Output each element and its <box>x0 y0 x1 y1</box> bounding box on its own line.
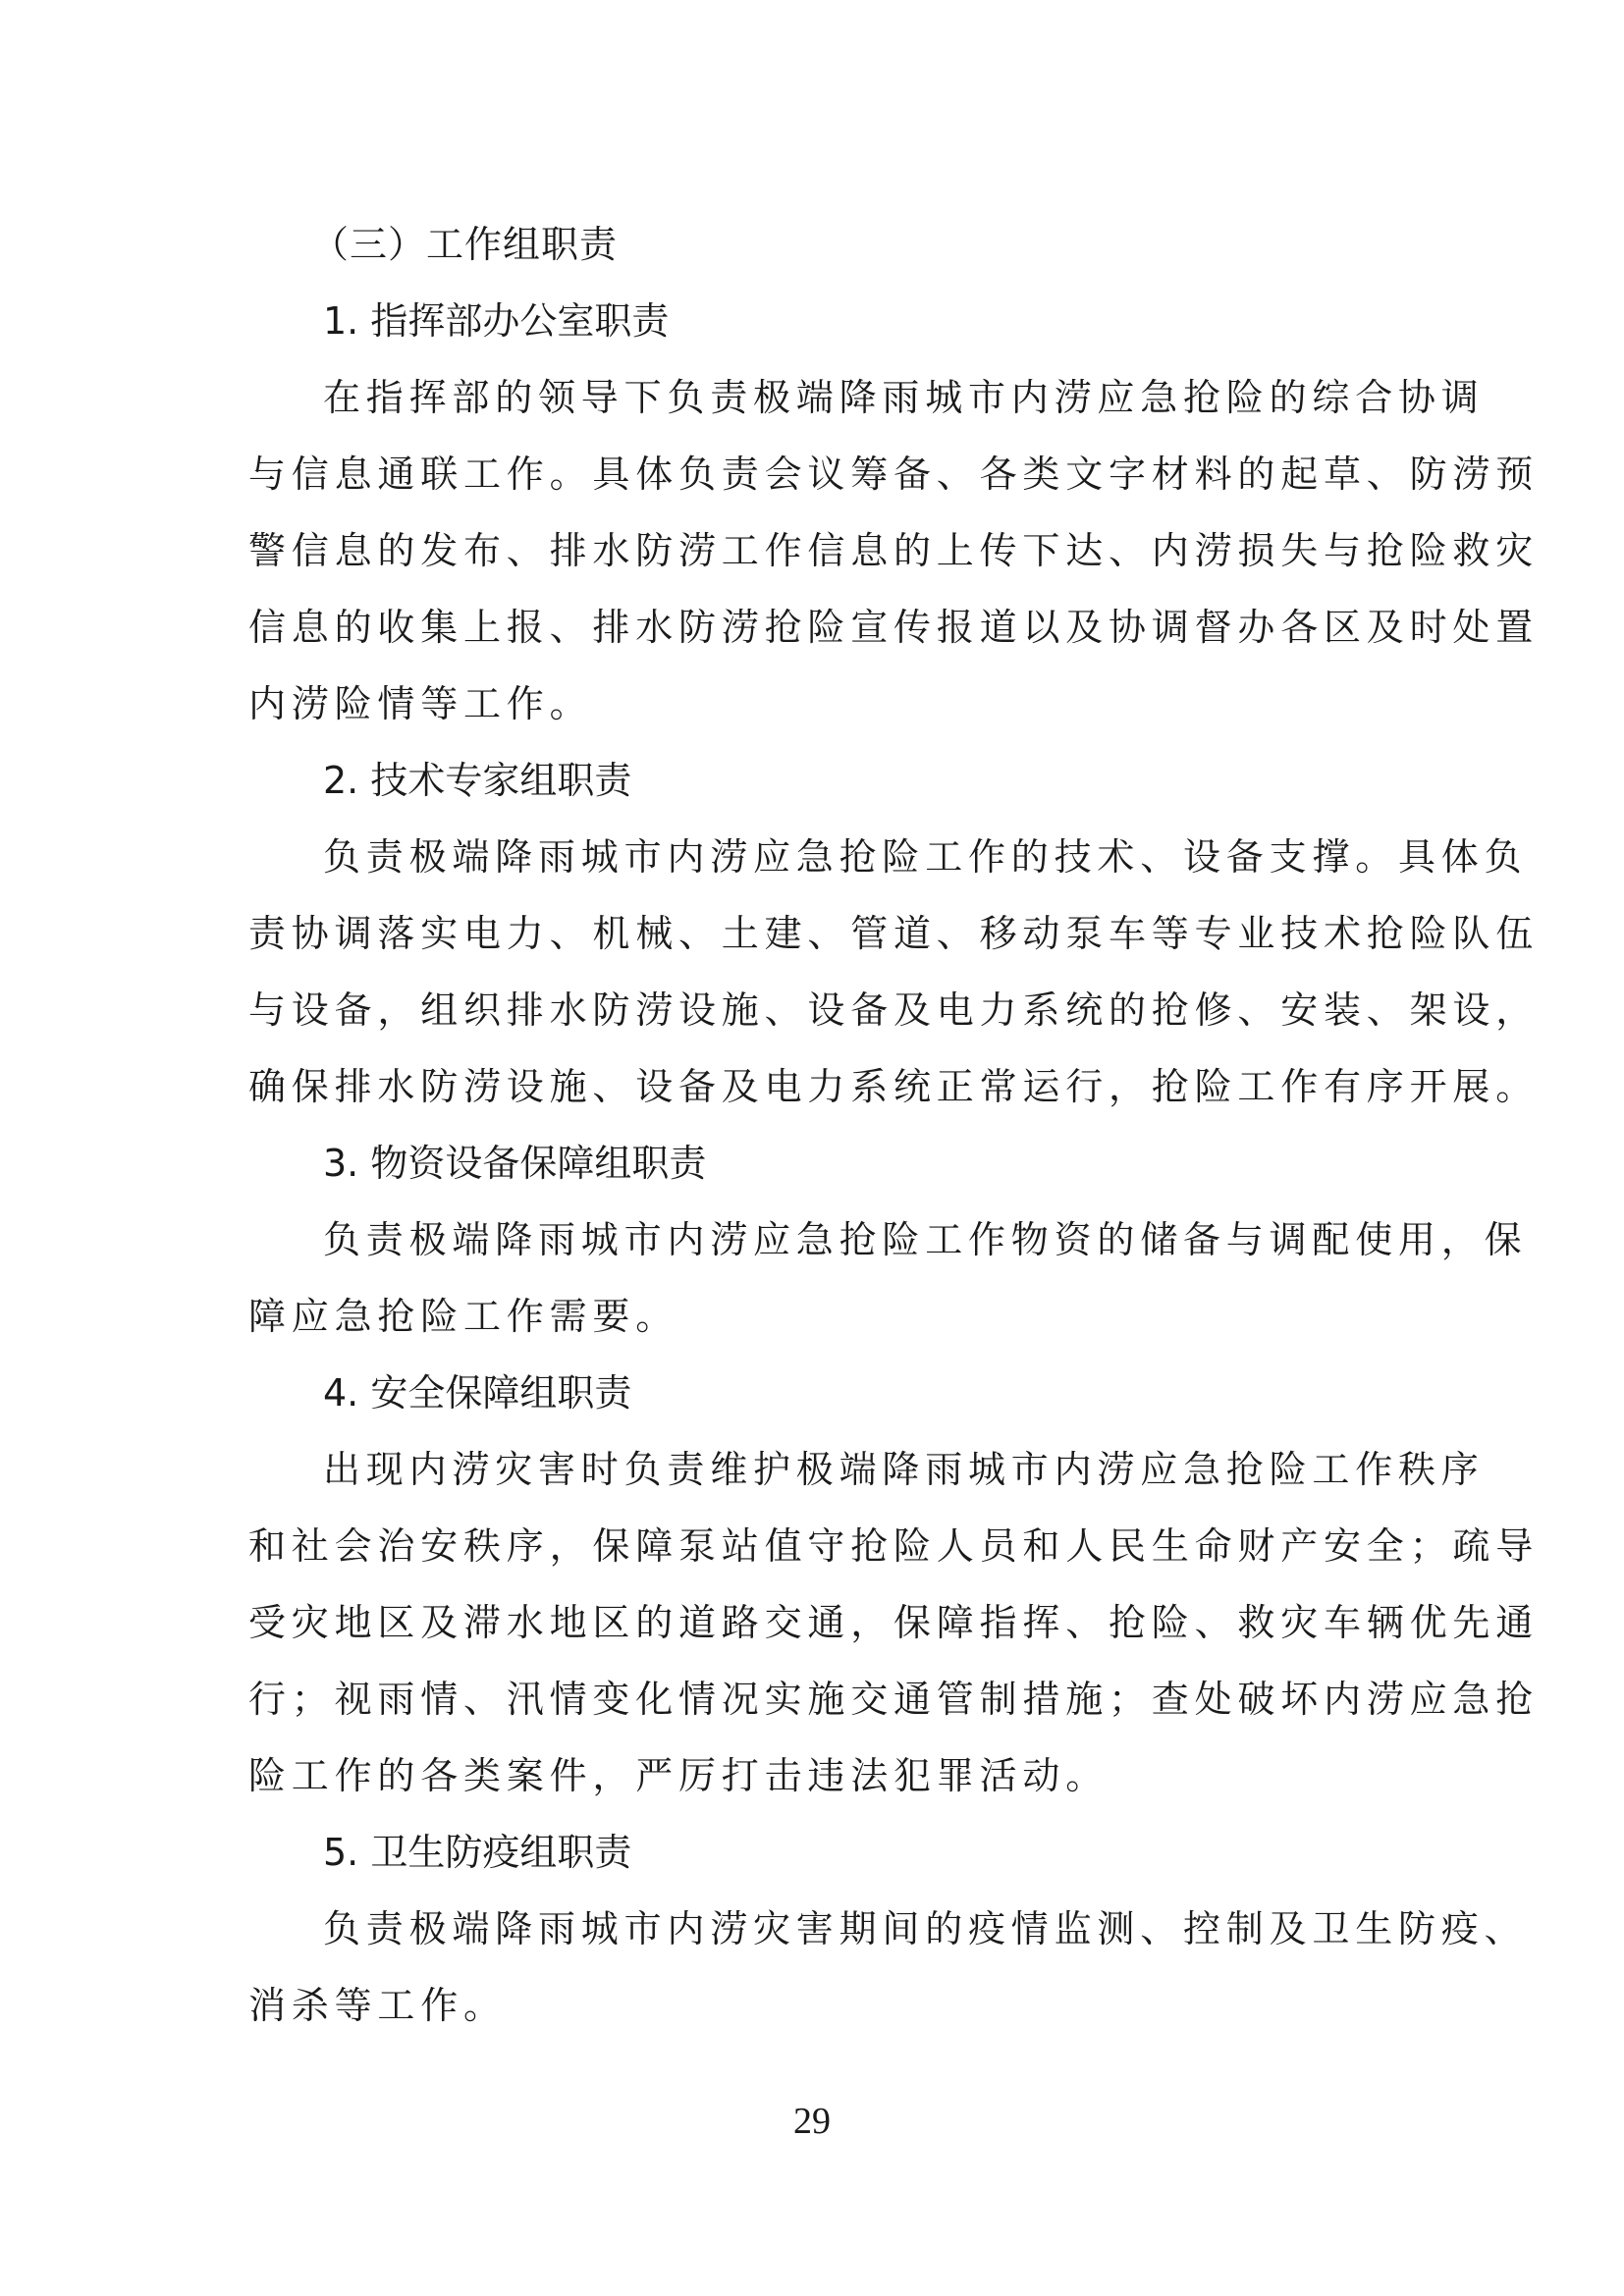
item-paragraph-2 <box>248 819 1540 1125</box>
document-body <box>248 206 1540 2044</box>
item-heading-1: 1. 指挥部办公室职责 <box>323 299 670 343</box>
paragraph-line: 和社会治安秩序，保障泵站值守抢险人员和人民生命财产安全；疏导 <box>248 1524 1540 1568</box>
paragraph-line: 与信息通联工作。具体负责会议筹备、各类文字材料的起草、防涝预 <box>248 453 1540 496</box>
paragraph-line: 在指挥部的领导下负责极端降雨城市内涝应急抢险的综合协调 <box>323 376 1485 419</box>
item-heading-5: 5. 卫生防疫组职责 <box>323 1831 632 1874</box>
paragraph-line: 确保排水防涝设施、设备及电力系统正常运行，抢险工作有序开展。 <box>248 1065 1540 1108</box>
paragraph-line: 出现内涝灾害时负责维护极端降雨城市内涝应急抢险工作秩序 <box>323 1448 1485 1491</box>
item-paragraph-5 <box>248 1891 1528 2044</box>
item-paragraph-4 <box>248 1431 1540 1814</box>
paragraph-line: 内涝险情等工作。 <box>248 682 593 725</box>
page-number: 29 <box>793 2101 831 2142</box>
paragraph-line: 受灾地区及滞水地区的道路交通，保障指挥、抢险、救灾车辆优先通 <box>248 1601 1540 1644</box>
item-paragraph-1 <box>248 359 1540 742</box>
paragraph-line: 障应急抢险工作需要。 <box>248 1295 679 1338</box>
paragraph-line: 责协调落实电力、机械、土建、管道、移动泵车等专业技术抢险队伍 <box>248 912 1540 955</box>
paragraph-line: 负责极端降雨城市内涝应急抢险工作物资的储备与调配使用，保 <box>323 1218 1528 1261</box>
paragraph-line: 负责极端降雨城市内涝应急抢险工作的技术、设备支撑。具体负 <box>323 835 1528 879</box>
paragraph-line: 与设备，组织排水防涝设施、设备及电力系统的抢修、安装、架设， <box>248 988 1540 1032</box>
section-title: （三）工作组职责 <box>311 223 619 266</box>
item-heading-2: 2. 技术专家组职责 <box>323 759 632 802</box>
paragraph-line: 险工作的各类案件，严厉打击违法犯罪活动。 <box>248 1754 1110 1797</box>
item-paragraph-3 <box>248 1201 1528 1355</box>
paragraph-line: 消杀等工作。 <box>248 1984 507 2027</box>
paragraph-line: 负责极端降雨城市内涝灾害期间的疫情监测、控制及卫生防疫、 <box>323 1907 1528 1950</box>
paragraph-line: 警信息的发布、排水防涝工作信息的上传下达、内涝损失与抢险救灾 <box>248 529 1540 572</box>
item-heading-3: 3. 物资设备保障组职责 <box>323 1142 707 1185</box>
paragraph-line: 信息的收集上报、排水防涝抢险宣传报道以及协调督办各区及时处置 <box>248 606 1540 649</box>
paragraph-line: 行；视雨情、汛情变化情况实施交通管制措施；查处破坏内涝应急抢 <box>248 1678 1540 1721</box>
item-heading-4: 4. 安全保障组职责 <box>323 1371 632 1415</box>
